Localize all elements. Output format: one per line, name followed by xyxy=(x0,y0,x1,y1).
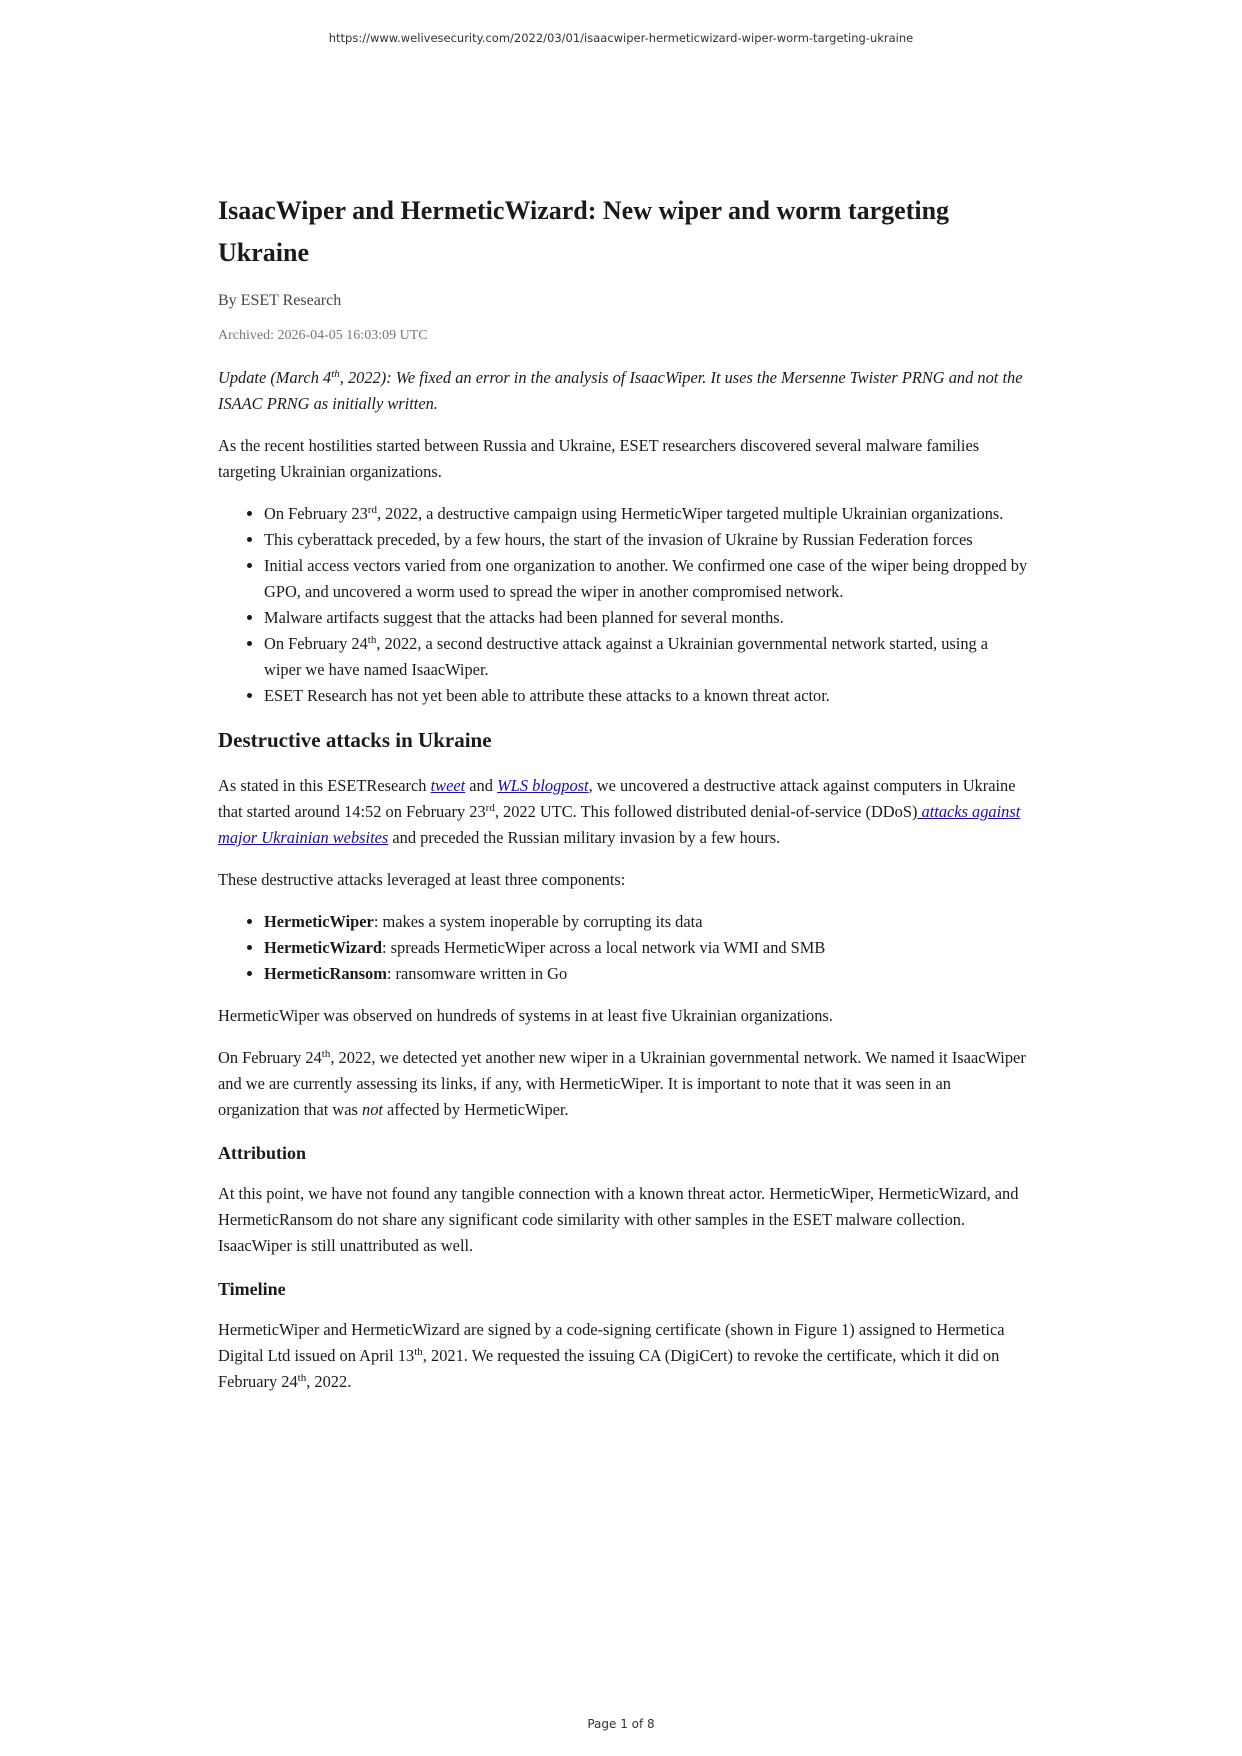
list-item: • ESET Research has not yet been able to attribute these attacks to a known threat actor. xyxy=(264,683,1028,709)
hermeticwiper-observed-paragraph: HermeticWiper was observed on hundreds of systems in at least five Ukrainian organizations. xyxy=(218,1006,833,1025)
section-heading-attribution: Attribution xyxy=(218,1143,307,1163)
isaacwiper-paragraph: On February 24th, 2022, we detected yet another new wiper in a Ukrainian governmental network. We named it IsaacWiper and we are currently assessing its links, if any, with HermeticWiper. It is important to note that it was seen in an organization that was not affected by HermeticWiper. xyxy=(218,1048,1026,1119)
archived-timestamp: Archived: 2026-04-05 16:03:09 UTC xyxy=(218,328,428,343)
intro-paragraph: As the recent hostilities started between Russia and Ukraine, ESET researchers discovered several malware families targeting Ukrainian organizations. xyxy=(218,436,980,481)
list-item: • This cyberattack preceded, by a few hours, the start of the invasion of Ukraine by Russian Federation forces xyxy=(264,527,1028,553)
list-item: • Malware artifacts suggest that the attacks had been planned for several months. xyxy=(264,605,1028,631)
attribution-paragraph: At this point, we have not found any tangible connection with a known threat actor. HermeticWiper, HermeticWizard, and HermeticRansom do not share any significant code similarity with other samples in the ESET malware collection. IsaacWiper is still unattributed as well. xyxy=(218,1184,1019,1255)
summary-list xyxy=(218,501,1028,709)
page-number: Page 1 of 8 xyxy=(587,1717,655,1731)
update-note: Update (March 4th, 2022): We fixed an error in the analysis of IsaacWiper. It uses the Mersenne Twister PRNG and not the ISAAC PRNG as initially written. xyxy=(218,368,1023,413)
wls-blogpost-link[interactable]: WLS blogpost xyxy=(497,776,589,795)
byline: By ESET Research xyxy=(218,292,342,309)
tweet-link[interactable]: tweet xyxy=(430,776,466,795)
list-item: • HermeticRansom: ransomware written in Go xyxy=(264,961,1028,987)
list-item: • On February 24th, 2022, a second destructive attack against a Ukrainian governmental network started, using a wiper we have named IsaacWiper. xyxy=(264,631,1028,683)
components-list xyxy=(218,909,1028,987)
article-title: IsaacWiper and HermeticWizard: New wiper and worm targeting Ukraine xyxy=(218,196,950,267)
list-item: • HermeticWizard: spreads HermeticWiper across a local network via WMI and SMB xyxy=(264,935,1028,961)
page-url: https://www.welivesecurity.com/2022/03/01/isaacwiper-hermeticwizard-wiper-worm-targeting-ukraine xyxy=(328,31,914,45)
destructive-attacks-paragraph: As stated in this ESETResearch tweet and WLS blogpost, we uncovered a destructive attack against computers in Ukraine that started around 14:52 on February 23rd, 2022 UTC. This followed distributed denial-of-service (DDoS) attacks against major Ukrainian websites and preceded the Russian military invasion by a few hours. xyxy=(218,776,1021,847)
article xyxy=(218,190,1028,1411)
section-heading-destructive-attacks: Destructive attacks in Ukraine xyxy=(218,728,492,752)
list-item: • On February 23rd, 2022, a destructive campaign using HermeticWiper targeted multiple Ukrainian organizations. xyxy=(264,501,1028,527)
timeline-paragraph: HermeticWiper and HermeticWizard are signed by a code-signing certificate (shown in Figure 1) assigned to Hermetica Digital Ltd issued on April 13th, 2021. We requested the issuing CA (DigiCert) to revoke the certificate, which it did on February 24th, 2022. xyxy=(218,1320,1005,1391)
list-item: • Initial access vectors varied from one organization to another. We confirmed one case of the wiper being dropped by GPO, and uncovered a worm used to spread the wiper in another compromised network. xyxy=(264,553,1028,605)
ddos-attacks-link[interactable]: attacks against major Ukrainian websites xyxy=(218,802,1021,847)
list-item: • HermeticWiper: makes a system inoperable by corrupting its data xyxy=(264,909,1028,935)
section-heading-timeline: Timeline xyxy=(218,1279,286,1299)
components-intro: These destructive attacks leveraged at least three components: xyxy=(218,870,626,889)
